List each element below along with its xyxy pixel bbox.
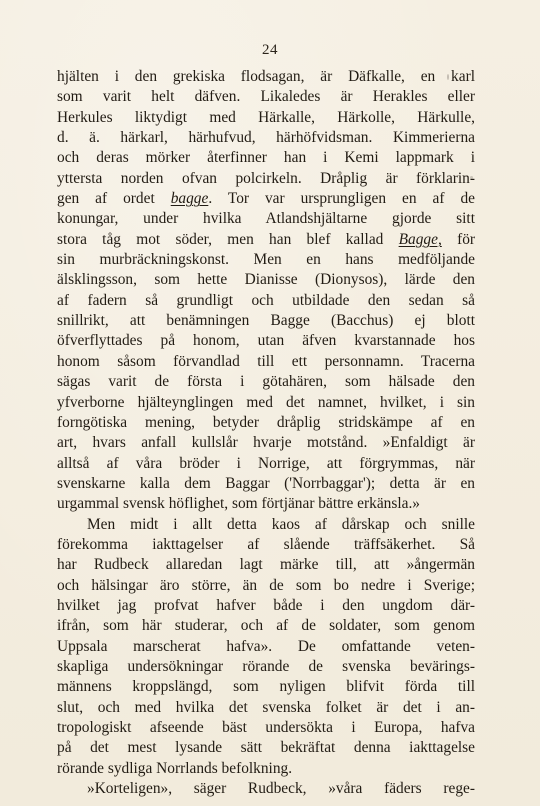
- text-line: yfverborne hjälteynglingen med det namnet, hvilket, i sin: [57, 393, 475, 411]
- text-line: rörande sydliga Norrlands befolkning.: [57, 759, 293, 777]
- text-line: har Rudbeck allaredan lagt märke till, att »ångermän: [57, 556, 475, 574]
- emphasized-word: bagge: [170, 190, 209, 208]
- text-line: älsklingsson, som hette Dianisse (Dionysos), lärde den: [57, 271, 475, 289]
- emphasized-word: Bagge,: [398, 230, 442, 248]
- text-line: förekomma iakttagelser af slående träffsäkerhet. Så: [57, 535, 475, 553]
- text-line: forngötiska mening, betyder dråplig stridskämpe af en: [57, 413, 475, 431]
- text-run: stora tåg mot söder, men han blef kallad: [57, 230, 399, 248]
- text-line: Herkules liktydigt med Härkalle, Härkolle, Härkulle,: [57, 108, 475, 126]
- text-line: hjälten i den grekiska flodsagan, är Däfkalle, en karl: [57, 68, 475, 85]
- text-line: ifrån, som här studerar, och af de soldater, som genom: [57, 617, 475, 635]
- text-line: svenskarne kalla dem Baggar ('Norrbaggar'); detta är en: [57, 474, 475, 492]
- text-line: på det mest lysande sätt bekräftat denna iakttagelse: [57, 739, 475, 757]
- text-line: urgammal svensk höflighet, som förtjänar bättre erkänsla.»: [57, 495, 421, 513]
- paper-speck: [447, 74, 449, 80]
- text-run: . Tor var ursprungligen en af de: [208, 190, 475, 208]
- text-line: tropologiskt afseende bäst undersökta i Europa, hafva: [57, 719, 475, 736]
- text-line: slut, och med hvilka det svenska folket är det i an-: [57, 698, 475, 716]
- text-line: »Korteligen», säger Rudbeck, »våra fäders rege-: [87, 780, 475, 798]
- text-line: männens kroppslängd, som nyligen blifvit förda till: [57, 678, 475, 696]
- text-line: snillrikt, att benämningen Bagge (Bacchus) ej blott: [57, 312, 475, 330]
- text-line: Uppsala marscherat hafva». De omfattande veten-: [57, 637, 475, 655]
- text-run: för: [441, 230, 476, 248]
- text-line: sägas varit de första i götahären, som hälsade den: [57, 373, 475, 391]
- text-line: konungar, under hvilka Atlandshjältarne gjorde sitt: [57, 210, 475, 228]
- page-number: 24: [262, 42, 278, 58]
- text-line: skapliga undersökningar rörande de svenska bevärings-: [57, 657, 475, 675]
- text-line: [57, 230, 475, 250]
- paper-speck: [470, 176, 473, 179]
- text-run: gen af ordet: [57, 190, 171, 208]
- text-line: som varit helt däfven. Likaledes är Herakles eller: [57, 88, 475, 106]
- text-line: och hälsingar äro större, än de som bo nedre i Sverige;: [57, 576, 475, 594]
- text-line: d. ä. härkarl, härhufvud, härhöfvidsman. Kimmerierna: [57, 129, 475, 147]
- text-line: öfverflyttades på honom, utan äfven kvarstannade hos: [57, 332, 475, 350]
- body-text: [57, 67, 475, 799]
- text-line: alltså af våra bröder i Norrige, att förgrymmas, när: [57, 454, 475, 472]
- text-line: sin murbräckningskonst. Men en hans medföljande: [57, 251, 475, 269]
- text-line: Men midt i allt detta kaos af dårskap och snille: [87, 515, 475, 533]
- text-line: hvilket jag profvat hafver både i den ungdom där-: [57, 596, 475, 614]
- text-line: honom såsom förvandlad till ett personnamn. Tracerna: [57, 352, 475, 370]
- text-line: af fadern så grundligt och utbildade den sedan så: [57, 291, 475, 309]
- text-line: [57, 189, 475, 209]
- text-line: och deras mörker återfinner han i Kemi lappmark i: [57, 149, 475, 167]
- text-line: art, hvars anfall kullslår hvarje motstånd. »Enfaldigt är: [57, 434, 475, 452]
- text-line: yttersta norden ofvan polcirkeln. Dråplig är förklarin-: [57, 169, 475, 187]
